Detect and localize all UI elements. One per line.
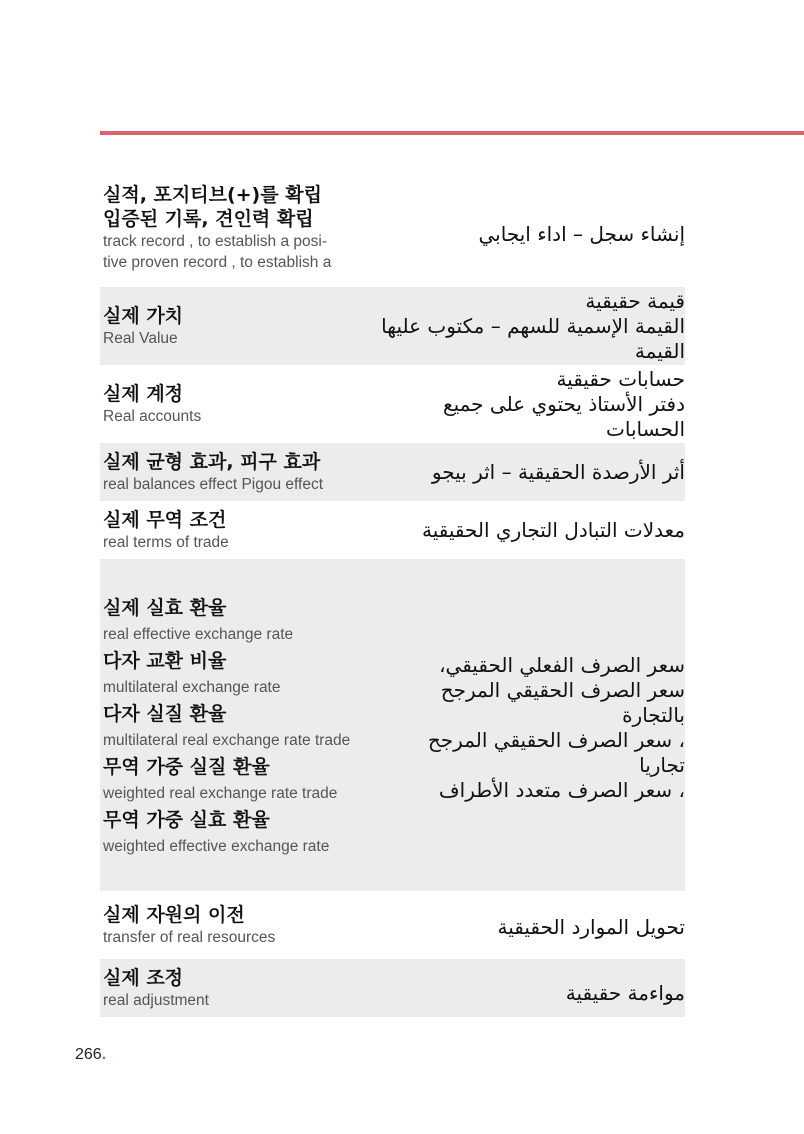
arabic-line: ، سعر الصرف متعدد الأطراف bbox=[438, 778, 685, 802]
arabic-line: تحويل الموارد الحقيقية bbox=[497, 914, 685, 939]
arabic-line: سعر الصرف الفعلي الحقيقي، bbox=[439, 653, 685, 677]
arabic-line: مواءمة حقيقية bbox=[565, 980, 685, 1005]
arabic-line: دفتر الأستاذ يحتوي على جميع bbox=[442, 391, 685, 416]
entry-source-terms bbox=[103, 450, 363, 495]
glossary-entry-real-adjustment bbox=[100, 959, 685, 1017]
glossary-entry-real-terms-of-trade bbox=[100, 501, 685, 559]
glossary-entry-real-effective-exchange-rate bbox=[100, 559, 685, 891]
korean-term: 실제 자원의 이전 bbox=[103, 903, 245, 926]
arabic-translation bbox=[363, 460, 685, 485]
english-term: weighted effective exchange rate bbox=[103, 837, 330, 855]
korean-term: 실제 조정 bbox=[103, 966, 184, 989]
arabic-translation bbox=[363, 911, 685, 940]
arabic-translation bbox=[363, 367, 685, 442]
korean-term: 실적, 포지티브(+)를 확립 bbox=[103, 184, 322, 206]
korean-term: 무역 가중 실효 환율 bbox=[103, 808, 270, 831]
page-number-value: 266 bbox=[75, 1046, 102, 1063]
english-term: real effective exchange rate bbox=[103, 625, 294, 643]
english-term: track record , to establish a posi- bbox=[103, 233, 327, 250]
arabic-line: سعر الصرف الحقيقي المرجح bbox=[440, 678, 685, 702]
arabic-line: أثر الأرصدة الحقيقية – اثر بيجو bbox=[431, 459, 685, 484]
entry-source-terms bbox=[103, 903, 363, 948]
english-term: tive proven record , to establish a bbox=[103, 254, 332, 271]
english-term: multilateral exchange rate bbox=[103, 678, 281, 696]
english-term: Real accounts bbox=[103, 407, 202, 425]
arabic-line: معدلات التبادل التجاري الحقيقية bbox=[421, 517, 685, 542]
english-term: real terms of trade bbox=[103, 533, 229, 551]
arabic-line: تجاريا bbox=[639, 753, 685, 777]
arabic-line: قيمة حقيقية bbox=[585, 288, 685, 313]
arabic-line: القيمة bbox=[634, 338, 685, 363]
page-number-dot: . bbox=[101, 1046, 107, 1063]
glossary-entry-track-record bbox=[100, 178, 685, 278]
glossary-entries bbox=[100, 178, 685, 1017]
english-term: Real Value bbox=[103, 329, 178, 347]
arabic-translation bbox=[363, 971, 685, 1006]
arabic-translation bbox=[363, 289, 685, 364]
entry-source-terms bbox=[103, 508, 363, 553]
glossary-entry-transfer-of-real-resources bbox=[100, 891, 685, 959]
top-accent-rule bbox=[100, 131, 804, 135]
korean-term: 실제 균형 효과, 피구 효과 bbox=[103, 450, 321, 473]
english-term: multilateral real exchange rate trade bbox=[103, 731, 351, 749]
english-term: real balances effect Pigou effect bbox=[103, 475, 324, 493]
korean-term: 실제 실효 환율 bbox=[103, 596, 227, 619]
arabic-line: الحسابات bbox=[606, 416, 685, 441]
arabic-translation bbox=[363, 647, 685, 803]
arabic-line: ، سعر الصرف الحقيقي المرجح bbox=[427, 728, 685, 752]
korean-term: 다자 교환 비율 bbox=[103, 649, 227, 672]
entry-source-terms bbox=[103, 966, 363, 1011]
entry-source-terms bbox=[103, 382, 363, 427]
korean-term: 실제 계정 bbox=[103, 382, 184, 405]
korean-term: 실제 가치 bbox=[103, 304, 184, 327]
glossary-entry-real-balances-effect bbox=[100, 443, 685, 501]
arabic-translation bbox=[363, 210, 685, 247]
korean-term: 입증된 기록, 견인력 확립 bbox=[103, 208, 314, 230]
arabic-line: بالتجارة bbox=[622, 703, 685, 727]
korean-term: 무역 가중 실질 환율 bbox=[103, 755, 270, 778]
glossary-entry-real-value bbox=[100, 287, 685, 365]
korean-term: 실제 무역 조건 bbox=[103, 508, 227, 531]
page-number bbox=[75, 1046, 106, 1064]
english-term: transfer of real resources bbox=[103, 928, 276, 946]
english-term: weighted real exchange rate trade bbox=[103, 784, 338, 802]
english-term: real adjustment bbox=[103, 991, 209, 1009]
entry-source-terms bbox=[103, 593, 363, 858]
entry-source-terms bbox=[103, 304, 363, 349]
glossary-entry-real-accounts bbox=[100, 365, 685, 443]
arabic-line: إنشاء سجل – اداء ايجابي bbox=[478, 221, 685, 246]
arabic-line: القيمة الإسمية للسهم – مكتوب عليها bbox=[381, 313, 685, 338]
arabic-translation bbox=[363, 518, 685, 543]
entry-source-terms bbox=[103, 183, 363, 273]
korean-term: 다자 실질 환율 bbox=[103, 702, 227, 725]
arabic-line: حسابات حقيقية bbox=[556, 366, 685, 391]
